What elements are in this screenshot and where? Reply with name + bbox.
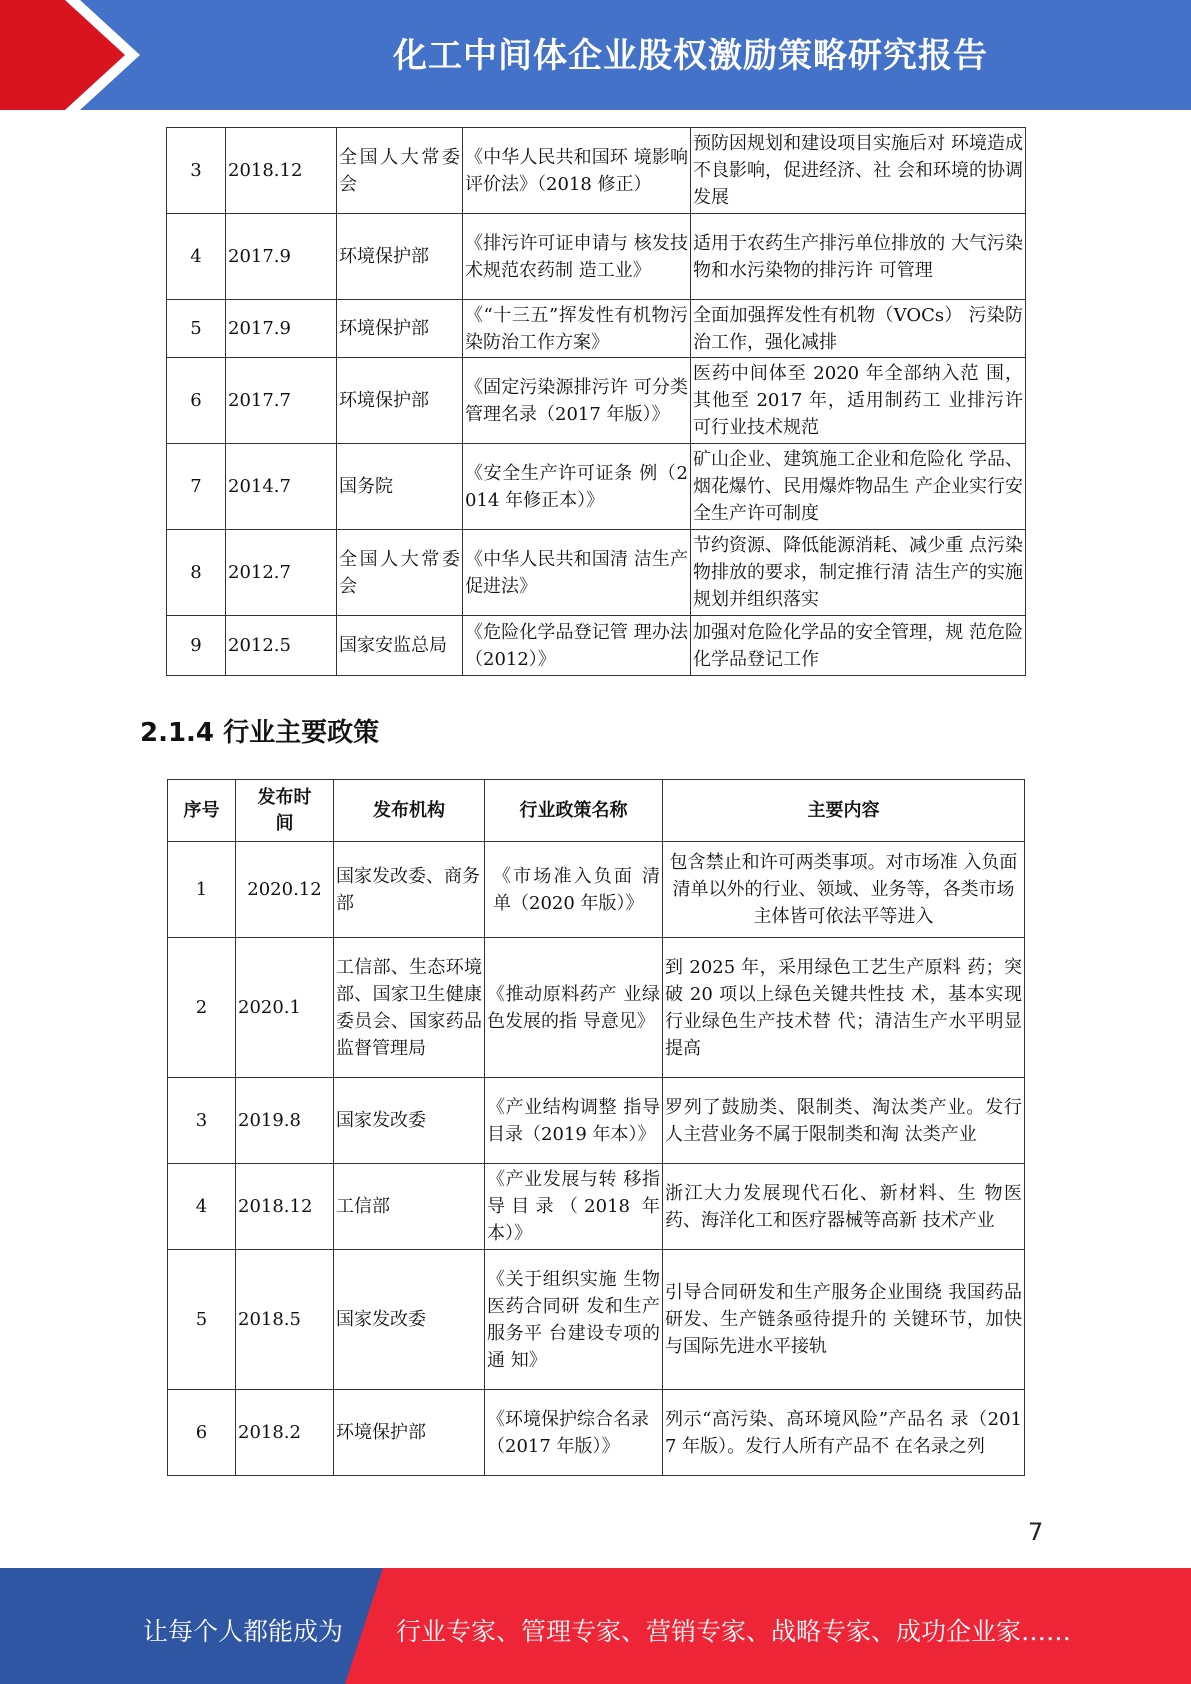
row-date: 2014.7	[226, 444, 337, 530]
row-policy-name: 《安全生产许可证条 例（2014 年修正本）》	[463, 444, 691, 530]
row-date: 2019.8	[236, 1078, 334, 1164]
table-row	[168, 1390, 1025, 1476]
row-content: 罗列了鼓励类、限制类、淘汰类产业。发行人主营业务不属于限制类和淘 汰类产业	[663, 1078, 1025, 1164]
row-number: 6	[168, 1390, 236, 1476]
column-header-date: 发布时间	[236, 780, 334, 842]
table-row	[167, 444, 1026, 530]
row-org: 国家发改委、商务部	[334, 842, 485, 938]
row-date: 2017.9	[226, 300, 337, 358]
row-number: 3	[168, 1078, 236, 1164]
section-heading: 2.1.4 行业主要政策	[140, 718, 380, 748]
row-org: 国家发改委	[334, 1250, 485, 1390]
column-header-org: 发布机构	[334, 780, 485, 842]
row-content: 矿山企业、建筑施工企业和危险化 学品、烟花爆竹、民用爆炸物品生 产企业实行安全生产许可制度	[691, 444, 1026, 530]
column-header-content: 主要内容	[663, 780, 1025, 842]
column-header-policy-name: 行业政策名称	[485, 780, 663, 842]
row-policy-name: 《环境保护综合名录（2017 年版）》	[485, 1390, 663, 1476]
table-row	[167, 358, 1026, 444]
row-policy-name: 《固定污染源排污许 可分类管理名录（2017 年版）》	[463, 358, 691, 444]
report-title: 化工中间体企业股权激励策略研究报告	[393, 36, 988, 76]
row-policy-name: 《市场准入负面 清单（2020 年版）》	[485, 842, 663, 938]
row-org: 工信部、生态环境部、国家卫生健康委员会、国家药品监督管理局	[334, 938, 485, 1078]
row-policy-name: 《推动原料药产 业绿色发展的指 导意见》	[485, 938, 663, 1078]
row-content: 列示“高污染、高环境风险”产品名 录（2017 年版）。发行人所有产品不 在名录之列	[663, 1390, 1025, 1476]
row-date: 2020.12	[236, 842, 334, 938]
row-date: 2018.2	[236, 1390, 334, 1476]
row-date: 2017.7	[226, 358, 337, 444]
row-org: 全国人大常委会	[337, 128, 463, 214]
row-number: 1	[168, 842, 236, 938]
row-number: 8	[167, 530, 226, 616]
table-row	[167, 616, 1026, 676]
header-arrow-graphic	[0, 0, 160, 110]
row-date: 2012.7	[226, 530, 337, 616]
row-content: 引导合同研发和生产服务企业围绕 我国药品研发、生产链条亟待提升的 关键环节，加快与国际先进水平接轨	[663, 1250, 1025, 1390]
row-org: 国家发改委	[334, 1078, 485, 1164]
row-content: 浙江大力发展现代石化、新材料、生 物医药、海洋化工和医疗器械等高新 技术产业	[663, 1164, 1025, 1250]
page-number: 7	[1028, 1518, 1044, 1546]
row-date: 2012.5	[226, 616, 337, 676]
row-number: 5	[168, 1250, 236, 1390]
column-header-number: 序号	[168, 780, 236, 842]
row-content: 医药中间体至 2020 年全部纳入范 围，其他至 2017 年，适用制药工 业排污许可行业技术规范	[691, 358, 1026, 444]
row-policy-name: 《排污许可证申请与 核发技术规范农药制 造工业》	[463, 214, 691, 300]
row-number: 6	[167, 358, 226, 444]
regulation-table	[166, 127, 1026, 676]
row-policy-name: 《产业结构调整 指导目录（2019 年本）》	[485, 1078, 663, 1164]
row-number: 3	[167, 128, 226, 214]
row-date: 2018.12	[226, 128, 337, 214]
row-content: 加强对危险化学品的安全管理，规 范危险化学品登记工作	[691, 616, 1026, 676]
row-date: 2018.12	[236, 1164, 334, 1250]
row-policy-name: 《“十三五”挥发性有机物污染防治工作方案》	[463, 300, 691, 358]
table-row	[167, 128, 1026, 214]
row-org: 国务院	[337, 444, 463, 530]
table-row	[168, 1078, 1025, 1164]
row-org: 工信部	[334, 1164, 485, 1250]
row-number: 9	[167, 616, 226, 676]
table-row	[168, 1164, 1025, 1250]
row-content: 适用于农药生产排污单位排放的 大气污染物和水污染物的排污许 可管理	[691, 214, 1026, 300]
row-number: 4	[167, 214, 226, 300]
table-row	[168, 842, 1025, 938]
table-header-row	[168, 780, 1025, 842]
row-content: 包含禁止和许可两类事项。对市场准 入负面清单以外的行业、领域、业务等，各类市场主体皆可依法平等进入	[663, 842, 1025, 938]
row-policy-name: 《关于组织实施 生物医药合同研 发和生产服务平 台建设专项的通 知》	[485, 1250, 663, 1390]
row-content: 全面加强挥发性有机物（VOCs） 污染防治工作，强化减排	[691, 300, 1026, 358]
table-row	[167, 530, 1026, 616]
row-number: 5	[167, 300, 226, 358]
row-org: 环境保护部	[337, 300, 463, 358]
row-org: 环境保护部	[337, 358, 463, 444]
table-row	[167, 300, 1026, 358]
row-content: 预防因规划和建设项目实施后对 环境造成不良影响，促进经济、社 会和环境的协调发展	[691, 128, 1026, 214]
row-policy-name: 《产业发展与转 移指导目录（2018 年本）》	[485, 1164, 663, 1250]
row-number: 4	[168, 1164, 236, 1250]
row-org: 国家安监总局	[337, 616, 463, 676]
table-row	[167, 214, 1026, 300]
policy-table	[167, 779, 1025, 1476]
row-policy-name: 《中华人民共和国环 境影响评价法》（2018 修正）	[463, 128, 691, 214]
row-date: 2017.9	[226, 214, 337, 300]
row-org: 全国人大常委会	[337, 530, 463, 616]
footer-slogan-right: 行业专家、管理专家、营销专家、战略专家、成功企业家……	[396, 1617, 1072, 1646]
row-number: 2	[168, 938, 236, 1078]
row-date: 2020.1	[236, 938, 334, 1078]
page-header	[0, 0, 1191, 110]
table-row	[168, 1250, 1025, 1390]
row-policy-name: 《中华人民共和国清 洁生产促进法》	[463, 530, 691, 616]
page-footer	[0, 1568, 1191, 1684]
row-policy-name: 《危险化学品登记管 理办法（2012）》	[463, 616, 691, 676]
row-org: 环境保护部	[334, 1390, 485, 1476]
row-number: 7	[167, 444, 226, 530]
table-row	[168, 938, 1025, 1078]
row-org: 环境保护部	[337, 214, 463, 300]
footer-slogan-left: 让每个人都能成为	[143, 1617, 344, 1646]
row-content: 到 2025 年，采用绿色工艺生产原料 药；突破 20 项以上绿色关键共性技 术，基本实现行业绿色生产技术替 代；清洁生产水平明显提高	[663, 938, 1025, 1078]
row-date: 2018.5	[236, 1250, 334, 1390]
row-content: 节约资源、降低能源消耗、减少重 点污染物排放的要求，制定推行清 洁生产的实施规划并组织落实	[691, 530, 1026, 616]
